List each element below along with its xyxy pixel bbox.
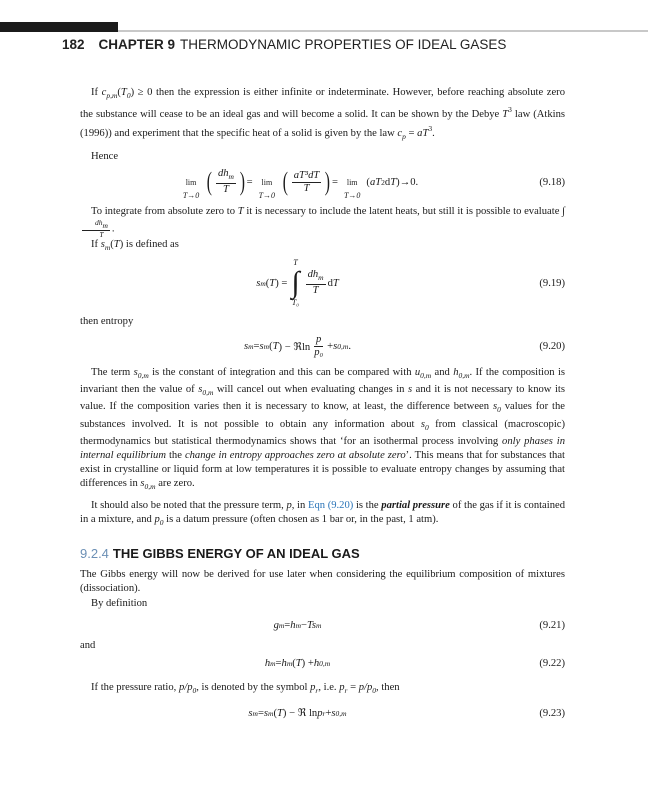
math-subscript: m: [270, 659, 276, 668]
math-symbol: dh: [217, 168, 229, 179]
italic-text: change in entropy approaches zero at absolute zero: [184, 450, 406, 462]
math-subscript: m: [268, 708, 274, 718]
chapter-title: THERMODYNAMIC PROPERTIES OF IDEAL GASES: [180, 37, 507, 52]
text-run: If the pressure ratio,: [91, 682, 179, 693]
text-run: If: [91, 239, 101, 250]
math-symbol: T: [222, 184, 229, 195]
paragraph: [80, 639, 565, 653]
text-run: If: [91, 87, 102, 98]
equation-9-23: [80, 707, 565, 719]
italic-text: h: [281, 658, 287, 669]
paragraph: [80, 86, 565, 145]
text-run: ) is defined as: [119, 239, 179, 250]
header-bar: [0, 22, 118, 32]
text-run: of the gas if it is contained in a mixture, and: [80, 500, 566, 526]
text-run: d: [327, 277, 333, 289]
italic-text: p: [339, 682, 345, 693]
italic-text: Ts: [306, 620, 317, 631]
equation-number: (9.20): [539, 341, 565, 352]
section-number: 9.2.4: [80, 546, 109, 561]
text-run: It should also be noted that the pressure term,: [91, 500, 287, 511]
text-run: ) ≥ 0 then the expression is either infinite or indeterminate. However, before reaching absolute zero the substance will cease to be an ideal gas and will become a solid. It can be shown by the Debye: [80, 87, 565, 121]
italic-text: h: [290, 620, 296, 631]
italic-text: p: [310, 682, 316, 693]
fraction: [312, 334, 325, 359]
math-term: [313, 285, 319, 296]
limit: [183, 162, 199, 202]
text-run: (: [269, 341, 273, 352]
math-subscript: r: [322, 708, 326, 718]
math-subscript: 0,m: [420, 371, 432, 380]
math-symbol: T: [99, 230, 104, 240]
text-run: is the: [353, 500, 382, 511]
text-run: from classical (macroscopic) thermodynamics but statistical thermodynamics shows that ‘for an isothermal process involving: [80, 418, 565, 447]
italic-text: p: [154, 514, 160, 526]
fraction: [292, 170, 322, 195]
text-run: the: [165, 450, 185, 462]
math-subscript: 0,m: [202, 388, 214, 398]
math-subscript: 0: [424, 422, 429, 432]
paragraph: [80, 597, 565, 611]
italic-text: T: [277, 707, 283, 719]
running-header: [62, 37, 506, 52]
italic-text: p/p: [358, 682, 373, 693]
math-subscript: p: [402, 132, 406, 142]
italic-text: s: [248, 707, 253, 719]
text-run: ) +: [301, 658, 314, 669]
text-run: .: [432, 128, 435, 140]
italic-text: T: [390, 176, 397, 188]
equation-number: (9.18): [539, 176, 565, 188]
numerator: [216, 168, 236, 184]
text-run: values for the substances involved. It is not possible to obtain any information about: [80, 401, 565, 430]
text-run: are zero.: [155, 478, 195, 490]
text-run: .: [111, 223, 115, 235]
text-run: The term: [91, 367, 134, 378]
text-run: .: [348, 341, 351, 352]
equation-9-21: [80, 620, 565, 631]
math-term: [223, 184, 229, 195]
math-term: [308, 269, 324, 280]
fraction: [306, 269, 326, 297]
equation-number: (9.22): [539, 658, 565, 669]
italic-text: T: [295, 658, 302, 669]
text-run: Hence: [91, 151, 119, 162]
math-subscript: 0,m: [458, 371, 470, 380]
page-number: 182: [62, 37, 85, 52]
emphasis-text: partial pressure: [381, 500, 450, 511]
math-symbol: dh: [95, 218, 103, 228]
text-run: The Gibbs energy will now be derived for use later when considering the equilibrium composition of mixtures (dissociation).: [80, 569, 565, 595]
italic-text: s: [259, 341, 264, 352]
math-term: [304, 183, 310, 194]
italic-text: s: [492, 401, 498, 413]
limit-subscript: T→0: [258, 191, 276, 200]
italic-text: T: [332, 277, 339, 289]
numerator: [292, 170, 322, 183]
text-run: then entropy: [80, 316, 134, 327]
math-subscript: m: [278, 621, 285, 630]
math-symbol: T: [303, 182, 310, 194]
math-subscript: m: [248, 342, 254, 351]
chapter-label: CHAPTER 9: [98, 37, 176, 52]
denominator: [311, 285, 321, 297]
italic-text: s: [420, 418, 425, 430]
text-run: and: [431, 367, 454, 378]
italic-text: u: [414, 367, 421, 378]
italic-text: h: [453, 367, 459, 378]
text-run: By definition: [91, 598, 148, 609]
math-subscript: m: [252, 708, 258, 718]
math-subscript: p,m: [106, 91, 118, 100]
parenthesis: ): [239, 167, 245, 196]
text-run: , in: [291, 500, 308, 511]
math-term: [316, 334, 321, 345]
math-subscript: m: [102, 221, 108, 231]
numerator: [314, 334, 323, 347]
text-run: =: [275, 658, 282, 669]
paragraph: [80, 238, 565, 255]
text-run: =: [405, 128, 418, 140]
italic-text: aT: [369, 176, 382, 188]
fraction: [82, 219, 110, 239]
text-run: ) =: [275, 277, 288, 289]
italic-text: only phases in internal equilibrium: [80, 435, 565, 462]
text-run: d: [384, 176, 391, 188]
integral-lower-limit: T₀: [291, 298, 300, 307]
math-symbol: dh: [307, 269, 319, 280]
text-run: ) − ℜln: [278, 341, 311, 353]
text-run: and: [80, 640, 96, 651]
math-subscript: 0,m: [335, 708, 347, 718]
equation-9-18: [80, 162, 565, 202]
numerator: [306, 269, 326, 285]
italic-text: s: [256, 277, 261, 289]
math-subscript: 0,m: [144, 482, 156, 492]
text-run: )→0.: [396, 176, 419, 188]
text-run: (: [366, 176, 370, 188]
math-subscript: 0: [372, 686, 377, 695]
integral: [291, 258, 299, 308]
text-run: +: [325, 707, 332, 719]
italic-text: s: [140, 478, 145, 490]
math-superscript: 3: [508, 105, 512, 115]
math-subscript: m: [228, 172, 234, 181]
text-run: it is necessary to include the latent heats, but still it is possible to evaluate ∫: [243, 206, 566, 217]
paragraph: [80, 205, 565, 239]
italic-text: c: [397, 128, 403, 140]
text-run: is a datum pressure (often chosen as 1 bar or, in the past, 1 atm).: [163, 514, 439, 526]
math-subscript: m: [316, 621, 322, 630]
math-subscript: 0,m: [319, 659, 331, 668]
text-run: ) − ℜ ln: [282, 708, 318, 719]
italic-text: s: [100, 239, 105, 250]
text-run: . If the composition is invariant then the value of: [80, 367, 566, 396]
math-term: [218, 168, 234, 179]
italic-text: s: [244, 341, 249, 352]
equation-9-19: [80, 258, 565, 308]
text-run: =: [284, 620, 291, 631]
italic-text: s: [263, 707, 269, 719]
math-subscript: 0: [192, 686, 197, 695]
math-subscript: m: [318, 273, 324, 282]
denominator: [221, 184, 231, 196]
text-run: law (Atkins (1996)) and experiment that the specific heat of a solid is given by the law: [80, 109, 566, 140]
limit-operator: lim: [185, 178, 197, 187]
paragraph: [80, 681, 565, 698]
text-run: To integrate from absolute zero to: [91, 206, 238, 217]
text-run: =: [246, 176, 253, 188]
limit-operator: lim: [346, 178, 358, 187]
text-run: =: [253, 341, 260, 352]
limit-subscript: T→0: [343, 191, 361, 200]
math-term: [294, 170, 320, 181]
italic-text: T: [272, 341, 279, 352]
text-run: (: [117, 87, 121, 98]
math-subscript: 0: [159, 518, 164, 528]
text-run: is the constant of integration and this can be compared with: [148, 367, 415, 378]
limit-subscript: T→0: [182, 191, 200, 200]
text-run: =: [331, 176, 338, 188]
italic-text: s: [333, 341, 338, 352]
paragraph: [80, 499, 565, 530]
math-subscript: m: [104, 243, 111, 252]
denominator: [302, 183, 312, 195]
math-subscript: 0: [497, 405, 501, 415]
math-subscript: m: [260, 278, 266, 288]
text-run: will cancel out when evaluating changes in: [213, 384, 408, 396]
text-run: and it is not necessary to know its value. If the composition varies then it is necessary to know, at least, the difference between: [80, 384, 565, 413]
italic-text: c: [101, 87, 107, 98]
parenthesis: ): [325, 167, 331, 196]
text-run: , is denoted by the symbol: [196, 682, 311, 693]
equation-9-22: [80, 658, 565, 669]
text-run: (: [110, 239, 114, 250]
text-run: =: [347, 682, 359, 693]
math-term: [95, 218, 108, 231]
math-subscript: m: [263, 342, 270, 351]
equation-number: (9.23): [539, 707, 565, 719]
italic-text: p: [317, 707, 323, 719]
math-subscript: r: [344, 686, 348, 695]
text-run: ’. This means that for substances that exist in crystalline or liquid form at low temperatures it is possible to evaluate entropy changes by assuming that differences in: [80, 450, 565, 490]
math-symbol: aT³dT: [293, 169, 320, 181]
limit: [259, 162, 275, 202]
section-heading: [80, 546, 360, 561]
text-run: (: [273, 707, 277, 719]
math-term: [314, 347, 323, 358]
parenthesis: (: [282, 167, 288, 196]
math-subscript: r: [315, 686, 319, 695]
text-run: (: [292, 658, 296, 669]
text-run: (: [265, 277, 270, 289]
equation-number: (9.19): [539, 277, 565, 289]
math-subscript: m: [286, 659, 293, 668]
math-subscript: 0,m: [337, 342, 349, 351]
integral-sign: ∫: [291, 266, 300, 299]
text-run: +: [327, 341, 334, 352]
italic-text: h: [264, 658, 271, 669]
italic-text: s: [133, 367, 138, 378]
equation-link[interactable]: Eqn (9.20): [307, 500, 354, 511]
header-rule: [118, 30, 648, 32]
limit: [344, 162, 360, 202]
italic-text: s: [407, 384, 413, 396]
text-run: , i.e.: [318, 682, 340, 693]
text-run: =: [257, 707, 264, 719]
parenthesis: (: [207, 167, 213, 196]
italic-text: T: [237, 206, 244, 217]
paragraph: [80, 568, 565, 596]
italic-text: s: [198, 384, 203, 396]
math-symbol: T: [312, 285, 319, 296]
italic-text: p: [286, 500, 292, 511]
italic-text: h: [313, 658, 320, 669]
paragraph: [80, 366, 565, 495]
italic-text: T: [120, 87, 127, 98]
equation-number: (9.21): [539, 620, 565, 631]
italic-text: p/p: [178, 682, 193, 693]
math-subscript: m: [295, 621, 301, 630]
equation-9-20: [80, 334, 565, 359]
math-symbol: p: [316, 334, 322, 345]
section-title: THE GIBBS ENERGY OF AN IDEAL GAS: [112, 546, 360, 561]
math-subscript: 0,m: [137, 371, 149, 380]
math-symbol: p₀: [314, 347, 324, 358]
numerator: [82, 219, 110, 231]
math-subscript: 0: [126, 91, 131, 100]
integral-upper-limit: T: [293, 258, 298, 267]
italic-text: aT: [417, 128, 429, 140]
paragraph: [80, 315, 565, 329]
italic-text: g: [273, 620, 279, 631]
math-superscript: 2: [381, 177, 385, 187]
text-run: −: [300, 620, 307, 631]
limit-operator: lim: [261, 178, 273, 187]
text-run: , then: [376, 682, 400, 693]
fraction: [216, 168, 236, 196]
math-superscript: 3: [428, 124, 433, 134]
italic-text: s: [331, 707, 336, 719]
italic-text: T: [113, 239, 120, 250]
denominator: [312, 347, 325, 359]
italic-text: T: [502, 109, 509, 121]
italic-text: T: [269, 277, 276, 289]
